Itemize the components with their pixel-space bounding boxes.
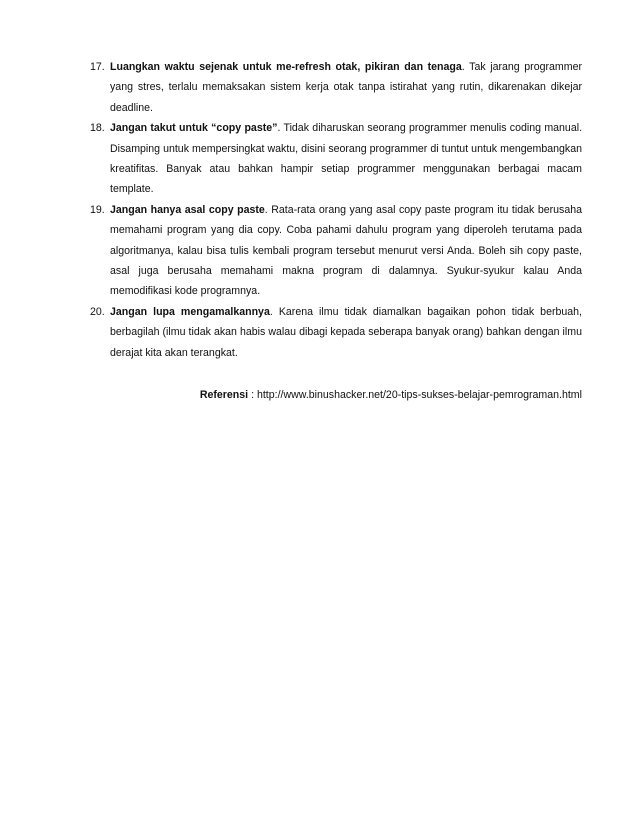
item-title: Jangan takut untuk “copy paste” bbox=[110, 122, 278, 135]
item-number: 19. bbox=[90, 203, 105, 216]
item-number: 18. bbox=[90, 122, 105, 135]
item-body: . Tidak diharuskan seorang programmer menulis coding manual. Disamping untuk mempersingkat waktu, disini seorang programmer di tuntut untuk mengembangkan kreatifitas. Banyak atau bahkan hampir setiap programmer menggunakan berbagai macam template. bbox=[110, 122, 583, 196]
reference-separator: : bbox=[248, 389, 257, 402]
item-number: 17. bbox=[90, 61, 105, 73]
item-title: Jangan lupa mengamalkannya bbox=[110, 305, 270, 318]
item-body: . Karena ilmu tidak diamalkan bagaikan pohon tidak berbuah, berbagilah (ilmu tidak akan habis walau dibagi kepada seberapa banyak orang) bahkan dengan ilmu derajat kita akan terangkat. bbox=[110, 305, 582, 359]
list-item bbox=[90, 200, 582, 302]
item-title: Jangan hanya asal copy paste bbox=[110, 203, 265, 216]
reference-label: Referensi bbox=[199, 389, 249, 402]
list-item bbox=[90, 57, 582, 118]
item-body: . Tak jarang programmer yang stres, terlalu memaksakan sistem kerja otak tanpa istirahat yang rutin, dikarenakan dikejar deadline. bbox=[110, 61, 582, 114]
item-body: . Rata-rata orang yang asal copy paste program itu tidak berusaha memahami program yang dia copy. Coba pahami dahulu program yang diperoleh terutama pada algoritmanya, kalau bisa tulis kembali program tersebut menurut versi Anda. Boleh sih copy paste, asal juga berusaha memahami makna program di dalamnya. Syukur-syukur kalau Anda memodifikasi kode programnya. bbox=[110, 203, 582, 298]
item-title: Luangkan waktu sejenak untuk me-refresh otak, pikiran dan tenaga bbox=[110, 61, 462, 73]
reference-line bbox=[90, 385, 582, 405]
tips-list bbox=[90, 57, 582, 363]
reference-url[interactable]: http://www.binushacker.net/20-tips-sukses-belajar-pemrograman.html bbox=[256, 389, 582, 402]
item-number: 20. bbox=[90, 305, 105, 318]
list-item bbox=[90, 118, 582, 200]
list-item bbox=[90, 302, 582, 363]
